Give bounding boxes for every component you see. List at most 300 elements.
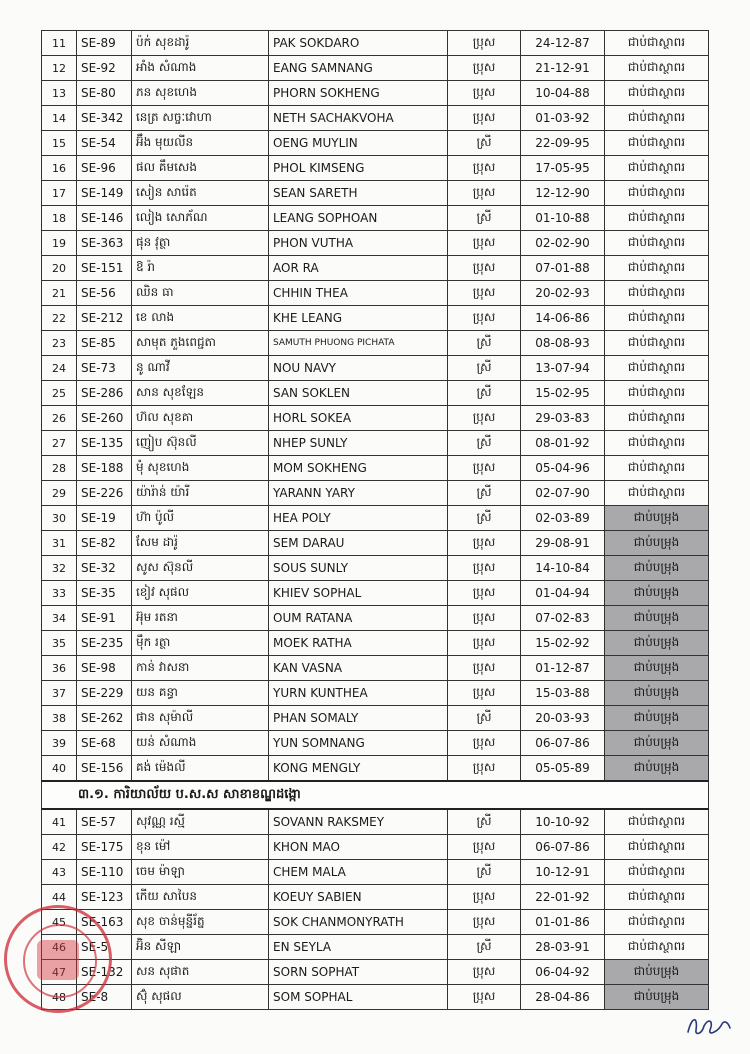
- date-of-birth: 21-12-91: [521, 56, 605, 81]
- gender: ប្រុស: [448, 106, 521, 131]
- latin-name: LEANG SOPHOAN: [269, 206, 448, 231]
- gender: ប្រុស: [448, 231, 521, 256]
- khmer-name: ផល គឹមសេង: [132, 156, 269, 181]
- date-of-birth: 15-02-95: [521, 381, 605, 406]
- result-status: ជាប់បម្រុង: [605, 706, 709, 731]
- candidate-code: SE-146: [77, 206, 132, 231]
- table-row: [42, 706, 709, 731]
- gender: ប្រុស: [448, 181, 521, 206]
- table-row: [42, 606, 709, 631]
- table-row: [42, 331, 709, 356]
- result-status: ជាប់ជាស្ថាពរ: [605, 431, 709, 456]
- date-of-birth: 10-10-92: [521, 809, 605, 835]
- khmer-name: ប៉ក់ សុខដារ៉ូ: [132, 31, 269, 56]
- date-of-birth: 28-03-91: [521, 935, 605, 960]
- date-of-birth: 06-07-86: [521, 731, 605, 756]
- khmer-name: ចេម ម៉ាឡា: [132, 860, 269, 885]
- candidate-code: SE-73: [77, 356, 132, 381]
- gender: ស្រី: [448, 356, 521, 381]
- row-number: 17: [42, 181, 77, 206]
- date-of-birth: 22-09-95: [521, 131, 605, 156]
- gender: ប្រុស: [448, 985, 521, 1010]
- date-of-birth: 05-04-96: [521, 456, 605, 481]
- latin-name: YUN SOMNANG: [269, 731, 448, 756]
- result-status: ជាប់ជាស្ថាពរ: [605, 456, 709, 481]
- date-of-birth: 02-03-89: [521, 506, 605, 531]
- table-row: [42, 356, 709, 381]
- result-status: ជាប់បម្រុង: [605, 631, 709, 656]
- row-number: 42: [42, 835, 77, 860]
- table-row: [42, 631, 709, 656]
- row-number: 18: [42, 206, 77, 231]
- khmer-name: ឱ រ៉ា: [132, 256, 269, 281]
- row-number: 41: [42, 809, 77, 835]
- latin-name: NETH SACHAKVOHA: [269, 106, 448, 131]
- date-of-birth: 22-01-92: [521, 885, 605, 910]
- gender: ប្រុស: [448, 731, 521, 756]
- latin-name: CHEM MALA: [269, 860, 448, 885]
- candidate-code: SE-57: [77, 809, 132, 835]
- latin-name: EANG SAMNANG: [269, 56, 448, 81]
- section-header-group: [42, 781, 709, 809]
- khmer-name: សូស ស៊ុនលី: [132, 556, 269, 581]
- latin-name: PAK SOKDARO: [269, 31, 448, 56]
- result-status: ជាប់បម្រុង: [605, 756, 709, 782]
- date-of-birth: 10-12-91: [521, 860, 605, 885]
- latin-name: AOR RA: [269, 256, 448, 281]
- result-status: ជាប់ជាស្ថាពរ: [605, 31, 709, 56]
- table-row: [42, 556, 709, 581]
- khmer-name: យន គន្ធា: [132, 681, 269, 706]
- date-of-birth: 17-05-95: [521, 156, 605, 181]
- gender: ប្រុស: [448, 31, 521, 56]
- date-of-birth: 29-08-91: [521, 531, 605, 556]
- row-number: 13: [42, 81, 77, 106]
- table-row: [42, 106, 709, 131]
- row-number: 22: [42, 306, 77, 331]
- row-number: 27: [42, 431, 77, 456]
- result-status: ជាប់ជាស្ថាពរ: [605, 156, 709, 181]
- result-status: ជាប់ជាស្ថាពរ: [605, 331, 709, 356]
- table-row: [42, 131, 709, 156]
- row-number: 16: [42, 156, 77, 181]
- khmer-name: ផុន វុត្ថា: [132, 231, 269, 256]
- date-of-birth: 08-08-93: [521, 331, 605, 356]
- latin-name: OENG MUYLIN: [269, 131, 448, 156]
- gender: ប្រុស: [448, 631, 521, 656]
- gender: ប្រុស: [448, 960, 521, 985]
- table-row: [42, 406, 709, 431]
- row-number: 38: [42, 706, 77, 731]
- date-of-birth: 07-01-88: [521, 256, 605, 281]
- table-row: [42, 681, 709, 706]
- candidate-code: SE-363: [77, 231, 132, 256]
- row-number: 32: [42, 556, 77, 581]
- candidate-code: SE-32: [77, 556, 132, 581]
- gender: ប្រុស: [448, 681, 521, 706]
- row-number: 21: [42, 281, 77, 306]
- gender: ស្រី: [448, 935, 521, 960]
- khmer-name: ញៀប ស៊ុនលី: [132, 431, 269, 456]
- candidate-code: SE-226: [77, 481, 132, 506]
- khmer-name: សៀន សារ៉េត: [132, 181, 269, 206]
- table-row: [42, 31, 709, 56]
- result-status: ជាប់ជាស្ថាពរ: [605, 206, 709, 231]
- row-number: 43: [42, 860, 77, 885]
- khmer-name: ស៊ុំ សុផល: [132, 985, 269, 1010]
- latin-name: MOM SOKHENG: [269, 456, 448, 481]
- row-number: 25: [42, 381, 77, 406]
- latin-name: KHON MAO: [269, 835, 448, 860]
- result-status: ជាប់ជាស្ថាពរ: [605, 81, 709, 106]
- candidate-code: SE-212: [77, 306, 132, 331]
- candidate-code: SE-35: [77, 581, 132, 606]
- result-status: ជាប់ជាស្ថាពរ: [605, 481, 709, 506]
- result-status: ជាប់ជាស្ថាពរ: [605, 835, 709, 860]
- khmer-name: យ៉ារ៉ាន់ យ៉ារី: [132, 481, 269, 506]
- date-of-birth: 06-07-86: [521, 835, 605, 860]
- khmer-name: ហ៊ល សុខគា: [132, 406, 269, 431]
- result-status: ជាប់ជាស្ថាពរ: [605, 885, 709, 910]
- candidate-code: SE-89: [77, 31, 132, 56]
- result-status: ជាប់ជាស្ថាពរ: [605, 231, 709, 256]
- table-row: [42, 206, 709, 231]
- candidate-code: SE-135: [77, 431, 132, 456]
- result-status: ជាប់បម្រុង: [605, 960, 709, 985]
- candidate-code: SE-80: [77, 81, 132, 106]
- date-of-birth: 12-12-90: [521, 181, 605, 206]
- candidate-rows-top: [42, 31, 709, 782]
- row-number: 14: [42, 106, 77, 131]
- gender: ប្រុស: [448, 256, 521, 281]
- result-status: ជាប់បម្រុង: [605, 581, 709, 606]
- row-number: 48: [42, 985, 77, 1010]
- table-row: [42, 281, 709, 306]
- table-row: [42, 181, 709, 206]
- gender: ស្រី: [448, 506, 521, 531]
- candidate-code: SE-156: [77, 756, 132, 782]
- row-number: 23: [42, 331, 77, 356]
- table-row: [42, 809, 709, 835]
- latin-name: NOU NAVY: [269, 356, 448, 381]
- date-of-birth: 24-12-87: [521, 31, 605, 56]
- signature-mark: [684, 1010, 734, 1040]
- table-row: [42, 910, 709, 935]
- latin-name: OUM RATANA: [269, 606, 448, 631]
- date-of-birth: 10-04-88: [521, 81, 605, 106]
- latin-name: YURN KUNTHEA: [269, 681, 448, 706]
- candidate-code: SE-286: [77, 381, 132, 406]
- date-of-birth: 13-07-94: [521, 356, 605, 381]
- result-status: ជាប់ជាស្ថាពរ: [605, 860, 709, 885]
- candidate-code: SE-92: [77, 56, 132, 81]
- date-of-birth: 08-01-92: [521, 431, 605, 456]
- candidate-code: SE-54: [77, 131, 132, 156]
- table-row: [42, 381, 709, 406]
- candidate-code: SE-151: [77, 256, 132, 281]
- date-of-birth: 02-07-90: [521, 481, 605, 506]
- latin-name: NHEP SUNLY: [269, 431, 448, 456]
- gender: ប្រុស: [448, 756, 521, 782]
- gender: ស្រី: [448, 206, 521, 231]
- table-row: [42, 731, 709, 756]
- table-row: [42, 860, 709, 885]
- result-status: ជាប់បម្រុង: [605, 681, 709, 706]
- latin-name: KOEUY SABIEN: [269, 885, 448, 910]
- gender: ប្រុស: [448, 556, 521, 581]
- result-status: ជាប់ជាស្ថាពរ: [605, 256, 709, 281]
- date-of-birth: 20-03-93: [521, 706, 605, 731]
- table-row: [42, 456, 709, 481]
- row-number: 28: [42, 456, 77, 481]
- latin-name: SEAN SARETH: [269, 181, 448, 206]
- row-number: 19: [42, 231, 77, 256]
- row-number: 11: [42, 31, 77, 56]
- result-status: ជាប់ជាស្ថាពរ: [605, 809, 709, 835]
- candidate-table: [41, 30, 709, 1010]
- latin-name: SAN SOKLEN: [269, 381, 448, 406]
- latin-name: SEM DARAU: [269, 531, 448, 556]
- gender: ប្រុស: [448, 81, 521, 106]
- date-of-birth: 07-02-83: [521, 606, 605, 631]
- result-status: ជាប់ជាស្ថាពរ: [605, 910, 709, 935]
- row-number: 35: [42, 631, 77, 656]
- candidate-code: SE-235: [77, 631, 132, 656]
- result-status: ជាប់ជាស្ថាពរ: [605, 131, 709, 156]
- gender: ស្រី: [448, 860, 521, 885]
- gender: ស្រី: [448, 431, 521, 456]
- result-status: ជាប់ជាស្ថាពរ: [605, 56, 709, 81]
- table-row: [42, 885, 709, 910]
- candidate-code: SE-149: [77, 181, 132, 206]
- date-of-birth: 20-02-93: [521, 281, 605, 306]
- result-status: ជាប់បម្រុង: [605, 606, 709, 631]
- khmer-name: ភន សុខហេង: [132, 81, 269, 106]
- candidate-code: SE-96: [77, 156, 132, 181]
- khmer-name: ម៉ឹក រត្ថា: [132, 631, 269, 656]
- date-of-birth: 01-12-87: [521, 656, 605, 681]
- khmer-name: ផាន សុម៉ាលី: [132, 706, 269, 731]
- section-title: ៣.១. ការិយាល័យ ប.ស.ស សាខាខណ្ឌដង្កោ: [42, 781, 709, 809]
- result-status: ជាប់ជាស្ថាពរ: [605, 406, 709, 431]
- latin-name: PHOL KIMSENG: [269, 156, 448, 181]
- result-status: ជាប់ជាស្ថាពរ: [605, 181, 709, 206]
- khmer-name: ខៀវ សុផល: [132, 581, 269, 606]
- table-row: [42, 756, 709, 782]
- latin-name: KONG MENGLY: [269, 756, 448, 782]
- candidate-code: SE-262: [77, 706, 132, 731]
- candidate-rows-bottom: [42, 809, 709, 1010]
- gender: ស្រី: [448, 706, 521, 731]
- khmer-name: ខុន ម៉ៅ: [132, 835, 269, 860]
- gender: ប្រុស: [448, 406, 521, 431]
- result-status: ជាប់បម្រុង: [605, 985, 709, 1010]
- date-of-birth: 29-03-83: [521, 406, 605, 431]
- khmer-name: សុខ ចាន់មុន្នីរ័ត្ន: [132, 910, 269, 935]
- latin-name: PHON VUTHA: [269, 231, 448, 256]
- row-number: 15: [42, 131, 77, 156]
- table-row: [42, 506, 709, 531]
- gender: ប្រុស: [448, 531, 521, 556]
- gender: ប្រុស: [448, 835, 521, 860]
- result-status: ជាប់ជាស្ថាពរ: [605, 356, 709, 381]
- candidate-code: SE-260: [77, 406, 132, 431]
- candidate-code: SE-56: [77, 281, 132, 306]
- date-of-birth: 05-05-89: [521, 756, 605, 782]
- candidate-code: SE-229: [77, 681, 132, 706]
- candidate-code: SE-188: [77, 456, 132, 481]
- row-number: 20: [42, 256, 77, 281]
- khmer-name: កើយ សាបៃន: [132, 885, 269, 910]
- results-sheet: [41, 30, 708, 1010]
- gender: ប្រុស: [448, 910, 521, 935]
- row-number: 33: [42, 581, 77, 606]
- gender: ប្រុស: [448, 581, 521, 606]
- latin-name: SOVANN RAKSMEY: [269, 809, 448, 835]
- table-row: [42, 581, 709, 606]
- row-number: 39: [42, 731, 77, 756]
- result-status: ជាប់ជាស្ថាពរ: [605, 106, 709, 131]
- result-status: ជាប់បម្រុង: [605, 556, 709, 581]
- candidate-code: SE-132: [77, 960, 132, 985]
- table-row: [42, 935, 709, 960]
- khmer-name: យន់ សំណាង: [132, 731, 269, 756]
- candidate-code: SE-123: [77, 885, 132, 910]
- khmer-name: ខេ លាង: [132, 306, 269, 331]
- table-row: [42, 960, 709, 985]
- row-number: 37: [42, 681, 77, 706]
- gender: ប្រុស: [448, 456, 521, 481]
- date-of-birth: 15-03-88: [521, 681, 605, 706]
- gender: ប្រុស: [448, 606, 521, 631]
- candidate-code: SE-82: [77, 531, 132, 556]
- row-number: 24: [42, 356, 77, 381]
- gender: ស្រី: [448, 381, 521, 406]
- gender: ស្រី: [448, 331, 521, 356]
- khmer-name: កាន់ វាសនា: [132, 656, 269, 681]
- row-number: 45: [42, 910, 77, 935]
- row-number: 26: [42, 406, 77, 431]
- khmer-name: លៀង សោភ័ណ: [132, 206, 269, 231]
- date-of-birth: 01-03-92: [521, 106, 605, 131]
- latin-name: PHAN SOMALY: [269, 706, 448, 731]
- latin-name: CHHIN THEA: [269, 281, 448, 306]
- gender: ស្រី: [448, 481, 521, 506]
- khmer-name: គង់ ម៉េងលី: [132, 756, 269, 782]
- latin-name: EN SEYLA: [269, 935, 448, 960]
- row-number: 12: [42, 56, 77, 81]
- khmer-name: សាមុត ភួងពេជ្ជតា: [132, 331, 269, 356]
- table-row: [42, 985, 709, 1010]
- khmer-name: អ៊ឹង មុយលីន: [132, 131, 269, 156]
- latin-name: KHE LEANG: [269, 306, 448, 331]
- date-of-birth: 06-04-92: [521, 960, 605, 985]
- table-row: [42, 156, 709, 181]
- latin-name: SOUS SUNLY: [269, 556, 448, 581]
- table-row: [42, 56, 709, 81]
- section-header-row: [42, 781, 709, 809]
- row-number: 36: [42, 656, 77, 681]
- candidate-code: SE-68: [77, 731, 132, 756]
- table-row: [42, 835, 709, 860]
- result-status: ជាប់ជាស្ថាពរ: [605, 381, 709, 406]
- result-status: ជាប់ជាស្ថាពរ: [605, 306, 709, 331]
- date-of-birth: 14-06-86: [521, 306, 605, 331]
- table-row: [42, 431, 709, 456]
- gender: ប្រុស: [448, 156, 521, 181]
- gender: ប្រុស: [448, 306, 521, 331]
- table-row: [42, 231, 709, 256]
- result-status: ជាប់បម្រុង: [605, 506, 709, 531]
- candidate-code: SE-5: [77, 935, 132, 960]
- table-row: [42, 531, 709, 556]
- row-number: 34: [42, 606, 77, 631]
- row-number: 31: [42, 531, 77, 556]
- candidate-code: SE-98: [77, 656, 132, 681]
- date-of-birth: 14-10-84: [521, 556, 605, 581]
- row-number: 47: [42, 960, 77, 985]
- gender: ស្រី: [448, 809, 521, 835]
- result-status: ជាប់ជាស្ថាពរ: [605, 281, 709, 306]
- khmer-name: ហ៊ា ប៉ូលី: [132, 506, 269, 531]
- result-status: ជាប់បម្រុង: [605, 656, 709, 681]
- khmer-name: អាំង សំណាង: [132, 56, 269, 81]
- khmer-name: សុវណ្ណ រស្មី: [132, 809, 269, 835]
- table-row: [42, 656, 709, 681]
- latin-name: HORL SOKEA: [269, 406, 448, 431]
- candidate-code: SE-163: [77, 910, 132, 935]
- candidate-code: SE-342: [77, 106, 132, 131]
- table-row: [42, 256, 709, 281]
- gender: ប្រុស: [448, 656, 521, 681]
- candidate-code: SE-85: [77, 331, 132, 356]
- candidate-code: SE-19: [77, 506, 132, 531]
- date-of-birth: 15-02-92: [521, 631, 605, 656]
- khmer-name: នេត្រ សច្ចៈវោហា: [132, 106, 269, 131]
- gender: ប្រុស: [448, 56, 521, 81]
- row-number: 46: [42, 935, 77, 960]
- row-number: 30: [42, 506, 77, 531]
- date-of-birth: 01-10-88: [521, 206, 605, 231]
- candidate-code: SE-110: [77, 860, 132, 885]
- latin-name: PHORN SOKHENG: [269, 81, 448, 106]
- khmer-name: សាន សុខឡែន: [132, 381, 269, 406]
- candidate-code: SE-8: [77, 985, 132, 1010]
- result-status: ជាប់បម្រុង: [605, 731, 709, 756]
- latin-name: MOEK RATHA: [269, 631, 448, 656]
- latin-name: HEA POLY: [269, 506, 448, 531]
- candidate-code: SE-175: [77, 835, 132, 860]
- khmer-name: ឈិន ធា: [132, 281, 269, 306]
- latin-name: SORN SOPHAT: [269, 960, 448, 985]
- date-of-birth: 28-04-86: [521, 985, 605, 1010]
- row-number: 44: [42, 885, 77, 910]
- khmer-name: មុំ សុខហេង: [132, 456, 269, 481]
- result-status: ជាប់ជាស្ថាពរ: [605, 935, 709, 960]
- latin-name: SOM SOPHAL: [269, 985, 448, 1010]
- latin-name: SAMUTH PHUONG PICHATA: [269, 331, 448, 356]
- latin-name: SOK CHANMONYRATH: [269, 910, 448, 935]
- date-of-birth: 02-02-90: [521, 231, 605, 256]
- date-of-birth: 01-04-94: [521, 581, 605, 606]
- latin-name: YARANN YARY: [269, 481, 448, 506]
- gender: ប្រុស: [448, 281, 521, 306]
- khmer-name: អ៊ិន សីឡា: [132, 935, 269, 960]
- row-number: 29: [42, 481, 77, 506]
- latin-name: KHIEV SOPHAL: [269, 581, 448, 606]
- candidate-code: SE-91: [77, 606, 132, 631]
- gender: ស្រី: [448, 131, 521, 156]
